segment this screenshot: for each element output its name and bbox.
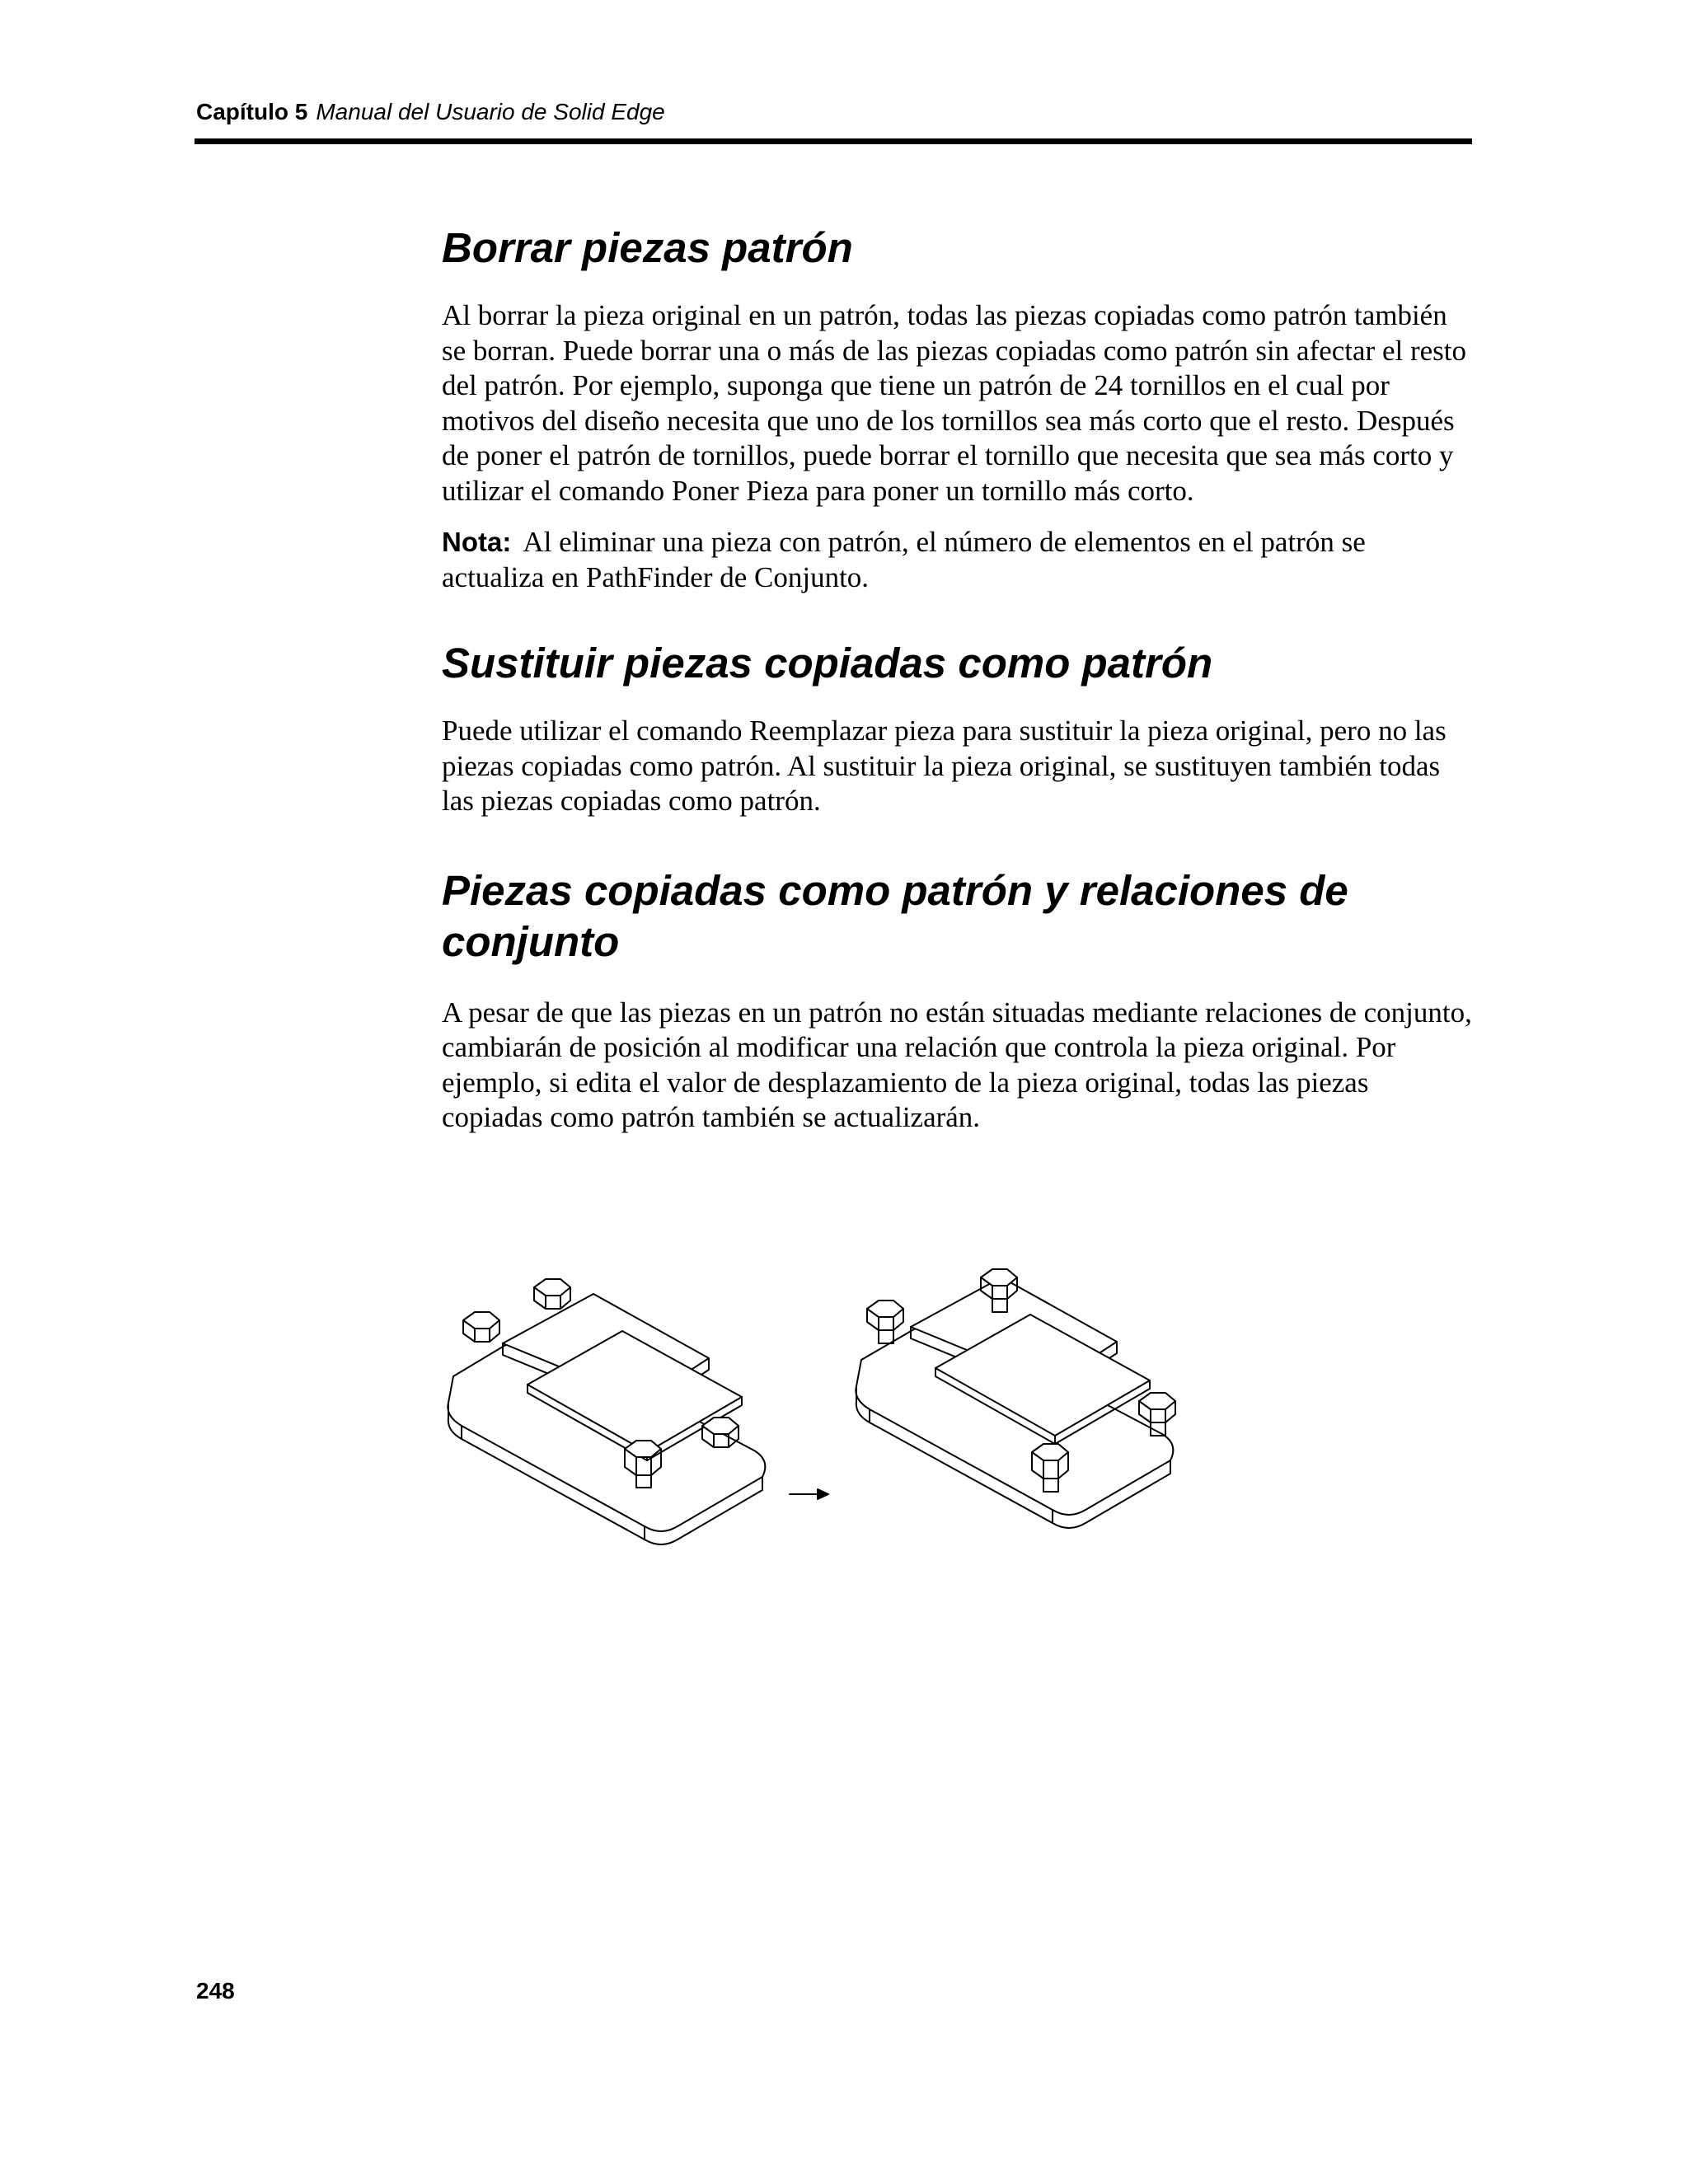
running-header (196, 97, 665, 127)
right-assembly (856, 1269, 1175, 1528)
bolt-icon (867, 1301, 903, 1343)
header-rule (195, 138, 1472, 144)
page-number: 248 (196, 1978, 235, 2004)
page-content (442, 223, 1472, 1136)
section-title-relaciones: Piezas copiadas como patrón y relaciones de conjunto (442, 866, 1348, 965)
bolt-icon (463, 1312, 499, 1342)
section-paragraph-borrar: Al borrar la pieza original en un patrón, todas las piezas copiadas como patrón también se borran. Puede borrar una o más de las piezas copiadas como patrón sin afectar el resto del patrón. Por ejemplo, suponga que tiene un patrón de 24 tornillos en el cual por motivos del diseño necesita que uno de los tornillos sea más corto que el resto. Después de poner el patrón de tornillos, puede borrar el tornillo que necesita que sea más corto y utilizar el comando Poner Pieza para poner un tornillo más corto. (442, 299, 1466, 507)
left-assembly (448, 1279, 765, 1544)
section-paragraph-relaciones: A pesar de que las piezas en un patrón no están situadas mediante relaciones de conjunto, cambiarán de posición al modificar una relación que controla la pieza original. Por ejemplo, si edita el valor de desplazamiento de la pieza original, todas las piezas copiadas como patrón también se actualizarán. (442, 996, 1472, 1133)
chapter-label: Capítulo 5 (196, 99, 308, 124)
note (442, 525, 1472, 595)
book-title: Manual del Usuario de Solid Edge (316, 99, 665, 124)
note-text: Al eliminar una pieza con patrón, el número de elementos en el patrón se actualiza en PathFinder de Conjunto. (442, 526, 1366, 593)
note-label: Nota: (442, 527, 512, 557)
section-title-sustituir: Sustituir piezas copiadas como patrón (442, 640, 1213, 687)
section-paragraph-sustituir: Puede utilizar el comando Reemplazar pieza para sustituir la pieza original, pero no las piezas copiadas como patrón. Al sustituir la pieza original, se sustituyen también todas las piezas copiadas como patrón. (442, 715, 1447, 817)
section-title-borrar: Borrar piezas patrón (442, 224, 853, 271)
bolt-icon (534, 1279, 570, 1309)
arrow-right-icon (790, 1489, 828, 1499)
assembly-figure (437, 1261, 1302, 1607)
